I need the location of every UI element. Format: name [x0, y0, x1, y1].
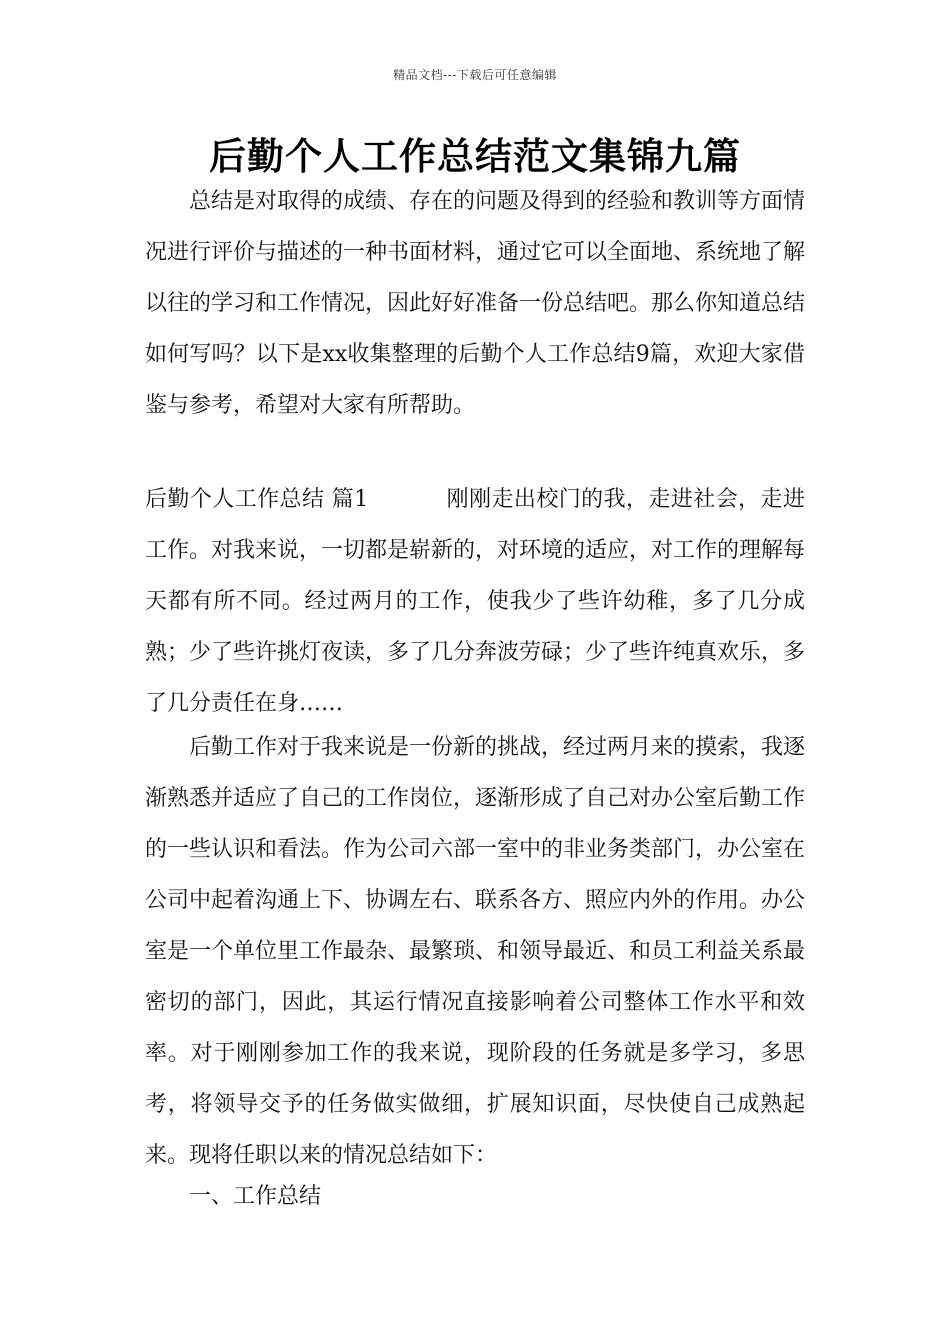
section-1-block — [145, 474, 805, 729]
section-1-heading: 后勤个人工作总结 篇1 — [145, 487, 369, 512]
intro-paragraph: 总结是对取得的成绩、存在的问题及得到的经验和教训等方面情况进行评价与描述的一种书面材料，通过它可以全面地、系统地了解以往的学习和工作情况，因此好好准备一份总结吧。那么你知道总结如何写吗？以下是xx收集整理的后勤个人工作总结9篇，欢迎大家借鉴与参考，希望对大家有所帮助。 — [145, 189, 806, 418]
header-note: 精品文档---下载后可任意编辑 — [393, 68, 557, 82]
section-1-paragraph-2: 后勤工作对于我来说是一份新的挑战，经过两月来的摸索，我逐渐熟悉并适应了自己的工作岗位，逐渐形成了自己对办公室后勤工作的一些认识和看法。作为公司六部一室中的非业务类部门，办公室在公司中起着沟通上下、协调左右、联系各方、照应内外的作用。办公室是一个单位里工作最杂、最繁琐、和领导最近、和员工利益关系最密切的部门，因此，其运行情况直接影响着公司整体工作水平和效率。对于刚刚参加工作的我来说，现阶段的任务就是多学习，多思考，将领导交予的任务做实做细，扩展知识面，尽快使自己成熟起来。现将任职以来的情况总结如下： — [145, 735, 806, 1168]
document-title: 后勤个人工作总结范文集锦九篇 — [209, 135, 741, 178]
section-1-subheading-1: 一、工作总结 — [189, 1184, 322, 1209]
section-1-paragraph-1: 刚刚走出校门的我，走进社会，走进工作。对我来说，一切都是崭新的，对环境的适应，对工作的理解每天都有所不同。经过两月的工作，使我少了些许幼稚，多了几分成熟；少了些许挑灯夜读，多了几分奔波劳碌；少了些许纯真欢乐，多了几分责任在身…… — [145, 487, 806, 716]
